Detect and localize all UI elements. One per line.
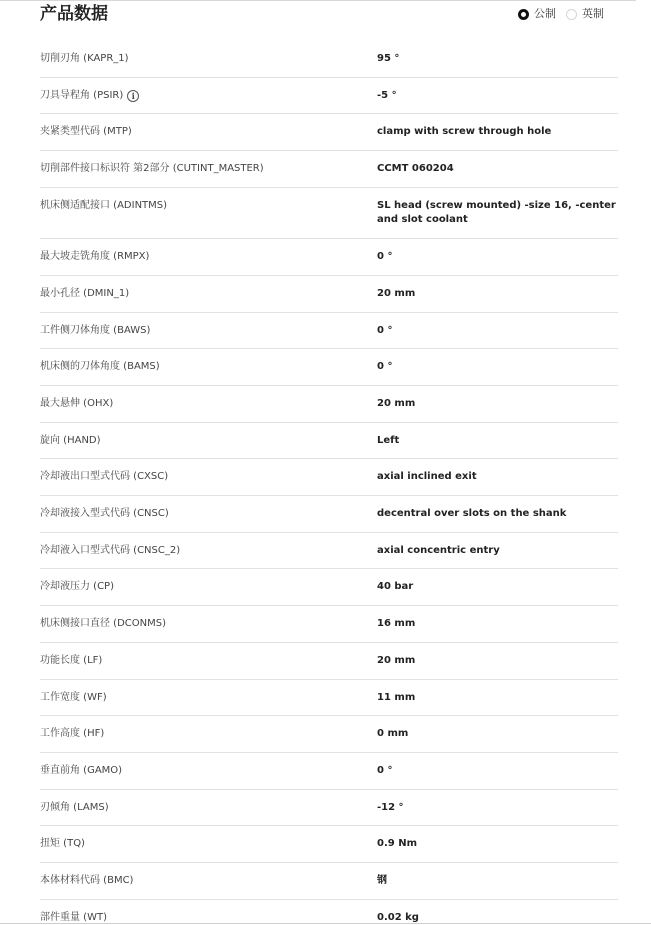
row-label: 机床侧接口直径 (DCONMS) [40,618,166,629]
info-icon[interactable]: i [127,90,139,102]
table-row [40,753,618,790]
row-value: 0 ° [377,361,393,372]
imperial-option[interactable] [566,7,604,21]
table-row [40,716,618,753]
table-row [40,680,618,716]
unit-toggle [518,7,604,21]
row-value: 钢 [377,875,387,886]
row-label: 垂直前角 (GAMO) [40,765,123,776]
table-row [40,151,618,188]
table-row [40,423,618,459]
row-value: clamp with screw through hole [377,126,552,137]
row-value: CCMT 060204 [377,163,454,174]
row-label: 部件重量 (WT) [40,912,107,923]
page-title: 产品数据 [40,4,108,24]
row-value: 11 mm [377,692,416,703]
table-row [40,790,618,826]
row-value: axial inclined exit [377,471,477,482]
table-row [40,826,618,863]
bottom-divider [0,923,651,924]
imperial-label: 英制 [582,7,604,20]
row-value: 95 ° [377,53,400,64]
table-row [40,643,618,680]
imperial-radio[interactable] [566,9,577,20]
row-label: 机床侧适配接口 (ADINTMS) [40,200,168,211]
row-label: 机床侧的刀体角度 (BAMS) [40,361,160,372]
row-value: 0 ° [377,325,393,336]
row-value: SL head (screw mounted) -size 16, -center and slot coolant [377,200,616,225]
table-row [40,114,618,151]
row-label: 冷却液接入型式代码 (CNSC) [40,508,169,519]
row-label: 刃倾角 (LAMS) [40,802,109,813]
metric-option[interactable] [518,7,556,21]
table-row [40,606,618,643]
row-label: 工作宽度 (WF) [40,692,107,703]
table-row [40,386,618,423]
metric-radio[interactable] [518,9,529,20]
row-value: 0.9 Nm [377,838,417,849]
row-value: 16 mm [377,618,416,629]
row-value: decentral over slots on the shank [377,508,567,519]
row-value: Left [377,435,400,446]
row-label: 扭矩 (TQ) [40,838,85,849]
row-label: 切削部件接口标识符 第2部分 (CUTINT_MASTER) [40,163,264,174]
table-row [40,569,618,606]
table-row [40,239,618,276]
row-value: 0.02 kg [377,912,419,923]
table-row [40,349,618,386]
row-label: 最大悬伸 (OHX) [40,398,114,409]
row-label [40,89,377,103]
row-value: 40 bar [377,581,414,592]
row-value: 0 ° [377,765,393,776]
row-label: 功能长度 (LF) [40,655,103,666]
row-value: 0 mm [377,728,409,739]
metric-label: 公制 [534,7,556,20]
row-label: 冷却液出口型式代码 (CXSC) [40,471,169,482]
row-label: 冷却液压力 (CP) [40,581,114,592]
row-value: axial concentric entry [377,545,500,556]
row-value: 20 mm [377,655,416,666]
table-row [40,900,618,924]
row-label: 本体材料代码 (BMC) [40,875,134,886]
table-row [40,188,618,239]
row-label: 最小孔径 (DMIN_1) [40,288,130,299]
row-label: 夹紧类型代码 (MTP) [40,126,132,137]
row-value: 20 mm [377,288,416,299]
table-row [40,313,618,349]
row-label-text: 刀具导程角 (PSIR) [40,90,124,101]
table-row [40,78,618,114]
table-row [40,533,618,569]
table-row [40,459,618,496]
product-data-table [40,40,618,924]
row-label: 工作高度 (HF) [40,728,105,739]
table-row [40,496,618,533]
row-value: 20 mm [377,398,416,409]
row-label: 旋向 (HAND) [40,435,101,446]
row-value: -5 ° [377,90,397,101]
table-row [40,40,618,78]
row-label: 工件侧刀体角度 (BAWS) [40,325,151,336]
row-label: 冷却液入口型式代码 (CNSC_2) [40,545,181,556]
row-value: 0 ° [377,251,393,262]
row-label: 最大坡走铣角度 (RMPX) [40,251,150,262]
table-row [40,276,618,313]
table-row [40,863,618,900]
row-label: 切削刃角 (KAPR_1) [40,53,129,64]
row-value: -12 ° [377,802,404,813]
